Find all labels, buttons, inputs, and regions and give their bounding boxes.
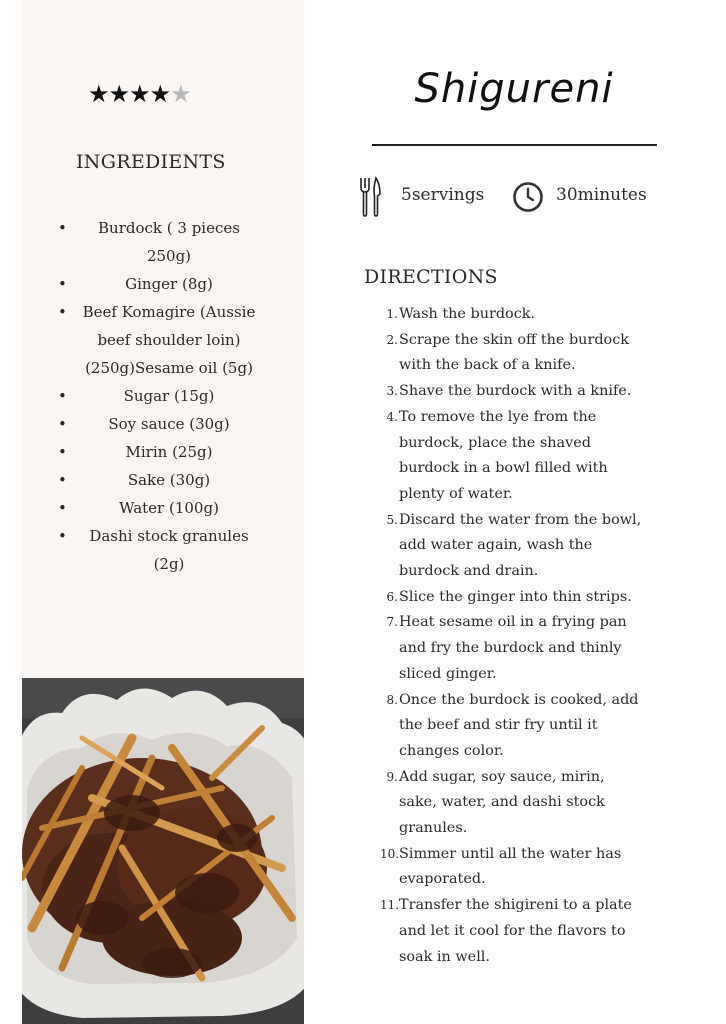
step-text: Wash the burdock. [399,306,536,322]
step-text: Slice the ginger into thin strips. [399,588,632,605]
step-text: Discard the water from the bowl, add water again, wash the burdock and drain. [399,511,642,580]
ingredients-heading: INGREDIENTS [76,151,226,173]
recipe-title: Shigureni [414,66,614,112]
star-empty-icon: ★ [170,80,191,108]
direction-step [380,893,644,970]
star-filled-icon: ★ [129,80,150,108]
ingredient-item: • Sugar (15g) [58,382,258,410]
direction-step [380,302,644,328]
step-number: 3. [386,384,398,399]
dish-photo [22,678,304,1024]
dish-photo-illustration [22,678,304,1024]
direction-step [380,585,644,611]
step-number: 2. [386,332,398,347]
ingredient-item: • Mirin (25g) [58,438,258,466]
fork-knife-icon [358,176,382,218]
ingredient-item: • Sake (30g) [58,466,258,494]
step-text: Transfer the shigireni to a plate and let it cool for the flavors to soak in well. [399,897,632,965]
step-number: 8. [386,692,398,707]
direction-step [380,610,644,687]
direction-step [380,508,644,585]
ingredient-item: • Burdock ( 3 pieces 250g) [58,214,258,270]
direction-step [380,688,644,765]
step-number: 11. [380,898,400,913]
title-divider [372,144,657,146]
step-text: Shave the burdock with a knife. [399,383,632,400]
star-filled-icon: ★ [88,80,109,108]
step-text: Simmer until all the water has evaporated. [399,845,622,888]
step-text: Heat sesame oil in a frying pan and fry the burdock and thinly sliced ginger. [399,614,627,682]
star-filled-icon: ★ [108,80,130,108]
step-text: Scrape the skin off the burdock with the back of a knife. [399,331,629,374]
star-filled-icon: ★ [149,80,171,108]
direction-step [380,328,644,379]
directions-list [380,302,644,970]
step-number: 1. [386,307,398,321]
directions-heading: DIRECTIONS [364,266,498,288]
clock-icon [512,181,544,213]
direction-step [380,379,644,405]
step-number: 5. [386,512,398,527]
ingredient-item: • Beef Komagire (Aussie beef shoulder loin) (250g)Sesame oil (5g) [58,298,258,382]
step-number: 4. [386,409,398,424]
direction-step [380,405,644,508]
ingredient-item: • Water (100g) [58,494,258,522]
ingredient-item: • Dashi stock granules (2g) [58,522,258,578]
direction-step [380,765,644,842]
step-number: 10. [380,846,400,861]
step-text: To remove the lye from the burdock, place the shaved burdock in a bowl filled with plenty of water. [399,408,608,502]
ingredient-item: • Soy sauce (30g) [58,410,258,438]
servings-label: 5servings [401,185,485,205]
time-label: 30minutes [556,185,647,205]
ingredients-list [58,214,258,578]
ingredient-item: • Ginger (8g) [58,270,258,298]
step-number: 6. [386,589,398,604]
direction-step [380,842,644,893]
step-number: 7. [386,615,398,630]
step-text: Once the burdock is cooked, add the beef and stir fry until it changes color. [399,691,639,759]
step-number: 9. [386,769,398,784]
step-text: Add sugar, soy sauce, mirin, sake, water, and dashi stock granules. [399,768,605,837]
star-rating [88,80,191,108]
